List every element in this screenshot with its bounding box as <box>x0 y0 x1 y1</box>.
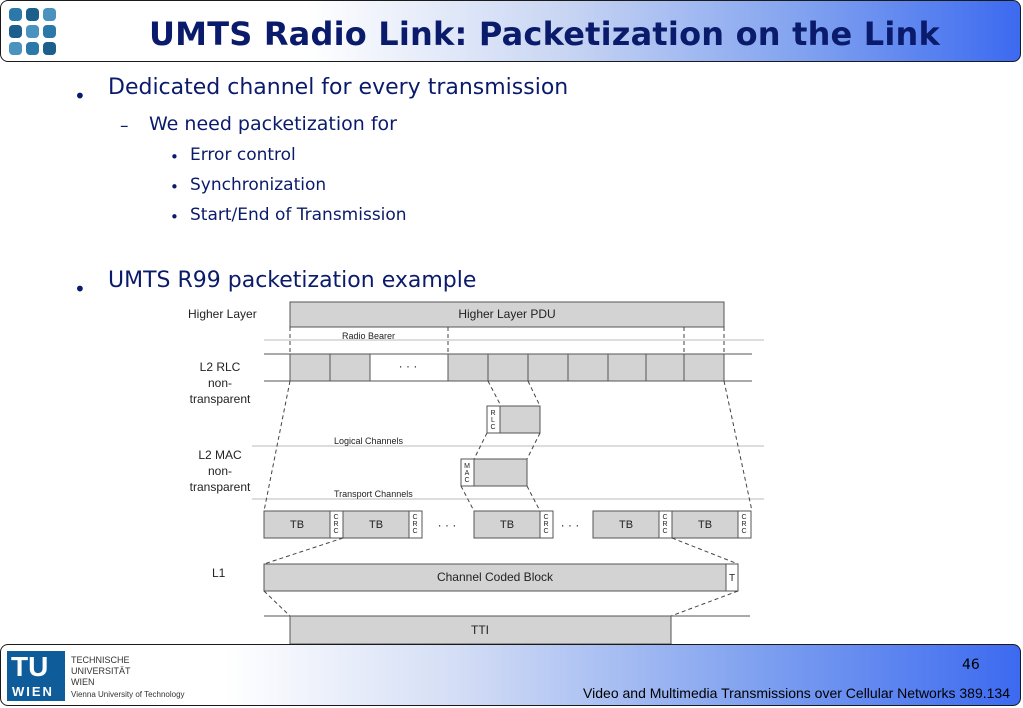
dash-line <box>264 538 343 564</box>
label-tail: T <box>728 573 736 584</box>
bullet-marker: • <box>74 277 86 301</box>
logo-tu-text: TU <box>11 651 49 682</box>
label-radio-bearer: Radio Bearer <box>342 331 396 341</box>
sub-sub-bullet-marker: • <box>170 148 179 166</box>
dash-line <box>671 591 738 616</box>
page-title: UMTS Radio Link: Packetization on the Link <box>149 15 941 53</box>
dash-line <box>672 538 738 564</box>
rlc-pdu-box <box>500 406 540 433</box>
bullet-marker: • <box>74 84 86 108</box>
label-crc: C R C <box>412 514 418 535</box>
sub-sub-bullet-marker: • <box>170 178 179 196</box>
item-error-control: Error control <box>190 145 296 165</box>
label-l2-mac: L2 MAC <box>198 448 242 462</box>
label-l2-mac-3: transparent <box>189 480 251 494</box>
sub-bullet-marker: – <box>120 116 129 136</box>
item-start-end: Start/End of Transmission <box>190 205 407 225</box>
rlc-block <box>448 354 488 381</box>
label-tti: TTI <box>471 623 489 637</box>
ellipsis: · · · <box>437 518 457 532</box>
label-rlc-header: R L C <box>490 410 496 431</box>
label-higher-layer: Higher Layer <box>188 307 257 321</box>
label-tb: TB <box>618 519 634 531</box>
slide-logo-icon <box>9 8 57 56</box>
dash-line <box>488 381 501 406</box>
label-tb: TB <box>499 519 515 531</box>
rlc-block <box>290 354 330 381</box>
label-channel-coded-block: Channel Coded Block <box>436 570 554 584</box>
logo-wien-text: WIEN <box>12 684 54 699</box>
rlc-block <box>330 354 370 381</box>
footer-bar <box>0 644 1021 706</box>
item-synchronization: Synchronization <box>190 175 327 195</box>
course-title: Video and Multimedia Transmissions over Cellular Networks 389.134 <box>583 685 1010 701</box>
logo-line-4: Vienna University of Technology <box>71 690 185 699</box>
dash-line <box>528 381 540 406</box>
title-bar <box>0 0 1021 62</box>
label-l2-rlc-3: transparent <box>189 392 251 406</box>
rlc-block <box>608 354 646 381</box>
dash-line <box>264 591 290 616</box>
logo-line-3: WIEN <box>71 677 95 687</box>
label-l2-mac-2: non- <box>207 464 233 478</box>
label-crc: C R C <box>333 514 339 535</box>
tu-wien-logo <box>7 651 199 701</box>
mac-pdu-box <box>474 459 527 486</box>
rlc-block <box>684 354 724 381</box>
label-transport-channels: Transport Channels <box>334 489 413 499</box>
tu-logo-mark <box>7 651 65 701</box>
label-crc: C R C <box>662 514 668 535</box>
label-crc: C R C <box>543 514 549 535</box>
rlc-block <box>528 354 568 381</box>
label-tb: TB <box>289 519 305 531</box>
page-number: 46 <box>962 657 980 673</box>
ellipsis: · · · <box>398 359 418 373</box>
label-crc: C R C <box>741 514 747 535</box>
label-mac-header: M A C <box>464 463 470 484</box>
sub-bullet-packetization: We need packetization for <box>149 113 397 135</box>
rlc-block <box>568 354 608 381</box>
ellipsis: · · · <box>560 518 580 532</box>
rlc-block <box>488 354 528 381</box>
rlc-block <box>646 354 684 381</box>
label-l2-rlc-2: non- <box>207 376 233 390</box>
label-higher-layer-pdu: Higher Layer PDU <box>458 307 556 321</box>
bullet-dedicated-channel: Dedicated channel for every transmission <box>108 75 569 100</box>
sub-sub-bullet-marker: • <box>170 208 179 226</box>
label-tb: TB <box>697 519 713 531</box>
packetization-diagram <box>180 296 780 646</box>
logo-line-2: UNIVERSITÄT <box>71 666 131 676</box>
logo-line-1: TECHNISCHE <box>71 655 130 665</box>
bullet-umts-example: UMTS R99 packetization example <box>108 268 477 293</box>
label-logical-channels: Logical Channels <box>334 436 404 446</box>
label-l2-rlc: L2 RLC <box>199 360 241 374</box>
label-l1: L1 <box>212 566 226 580</box>
label-tb: TB <box>368 519 384 531</box>
